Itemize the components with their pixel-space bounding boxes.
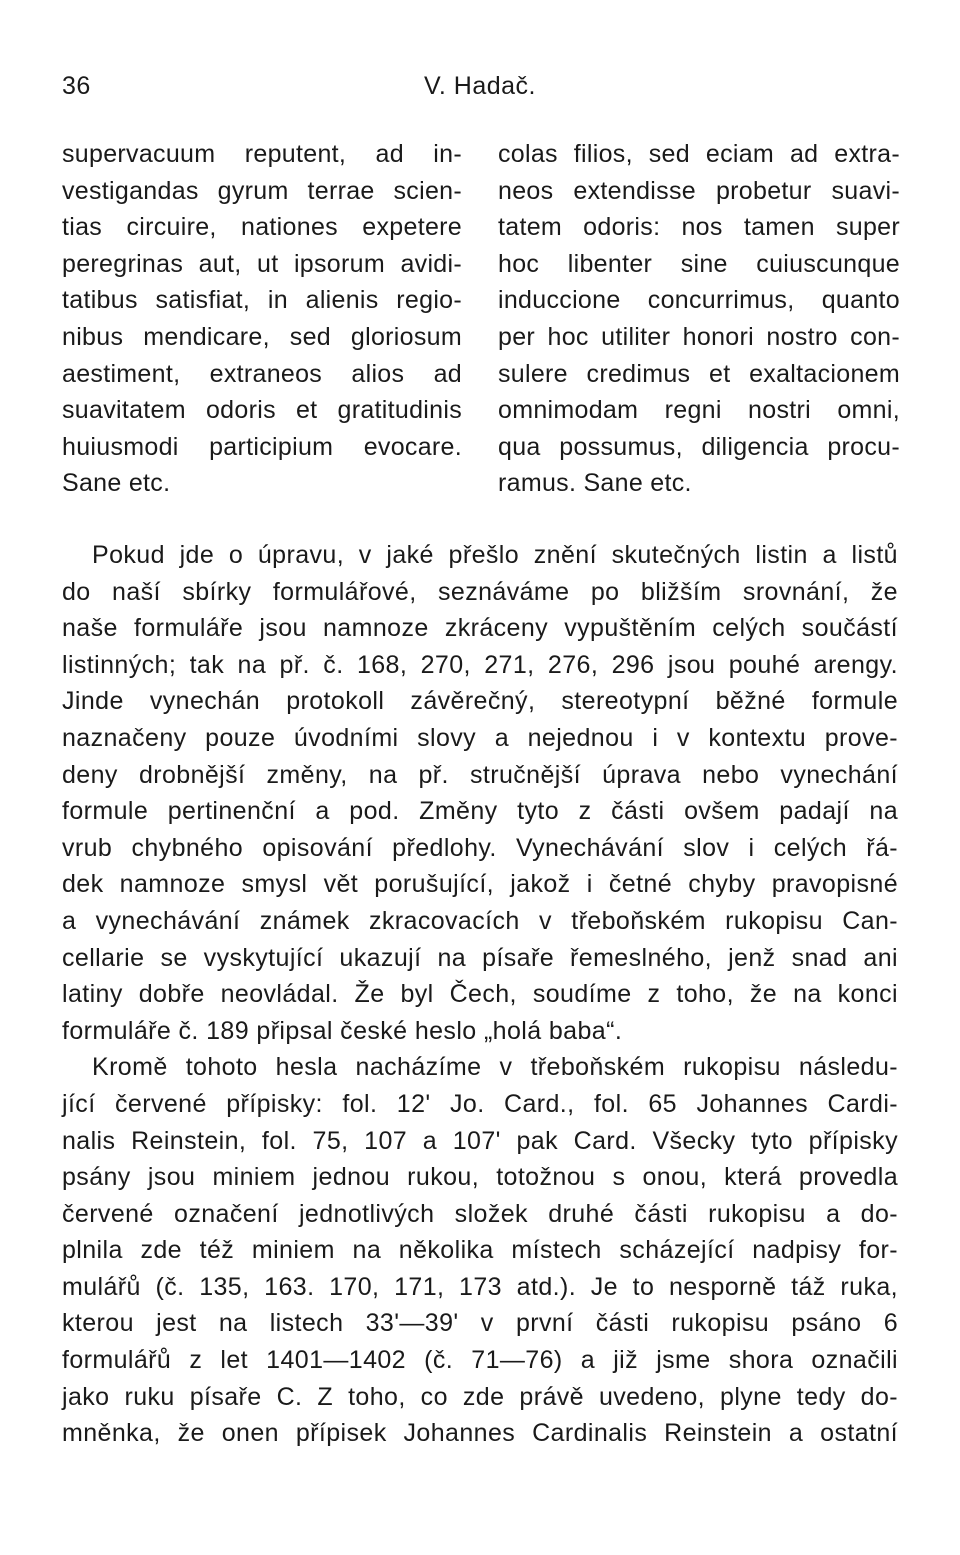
text-line: colas filios, sed eciam ad extra-	[498, 140, 900, 168]
latin-text-left-column	[62, 136, 462, 502]
text-line: nibus mendicare, sed gloriosum	[62, 322, 462, 351]
text-line: ramus. Sane etc.	[498, 469, 692, 498]
text-line: jící červené přípisky: fol. 12' Jo. Card., fol. 65 Johannes Cardi-	[62, 1089, 898, 1118]
text-line: qua possumus, diligencia procu-	[498, 432, 900, 461]
text-line: jako ruku písaře C. Z toho, co zde právě uvedeno, plyne tedy do-	[62, 1382, 898, 1411]
text-line: kterou jest na listech 33'—39' v první části rukopisu psáno 6	[62, 1309, 898, 1338]
text-line: suavitatem odoris et gratitudinis	[62, 396, 462, 425]
text-line: mulářů (č. 135, 163. 170, 171, 173 atd.). Je to nesporně táž ruka,	[62, 1272, 898, 1301]
text-line: mněnka, že onen přípisek Johannes Cardinalis Reinstein a ostatní	[62, 1419, 898, 1448]
text-line: Sane etc.	[62, 469, 171, 498]
text-line: formulářů z let 1401—1402 (č. 71—76) a již jsme shora označili	[62, 1346, 898, 1375]
text-line: aestiment, extraneos alios ad	[62, 359, 462, 388]
text-line: cellarie se vyskytující ukazují na písaře řemeslného, jenž snad ani	[62, 943, 898, 972]
text-line: tatem odoris: nos tamen super	[498, 213, 900, 242]
text-line: peregrinas aut, ut ipsorum avidi-	[62, 249, 462, 278]
text-line: formuláře č. 189 připsal české heslo „holá baba“.	[62, 1016, 623, 1045]
text-line: formule pertinenční a pod. Změny tyto z části ovšem padají na	[62, 797, 898, 826]
text-line: sulere credimus et exaltacionem	[498, 359, 900, 388]
text-line: tias circuire, nationes expetere	[62, 213, 462, 242]
text-line: omnimodam regni nostri omni,	[498, 396, 900, 425]
text-line: naše formuláře jsou namnoze zkráceny vypuštěním celých součástí	[62, 614, 898, 643]
text-line: per hoc utiliter honori nostro con-	[498, 322, 900, 351]
text-line: vrub chybného opisování předlohy. Vynechávání slov i celých řá-	[62, 833, 898, 862]
text-line: listinných; tak na př. č. 168, 270, 271, 276, 296 jsou pouhé arengy.	[62, 650, 898, 679]
text-line: a vynechávání známek zkracovacích v třeboňském rukopisu Can-	[62, 906, 898, 935]
text-line: nalis Reinstein, fol. 75, 107 a 107' pak Card. Všecky tyto přípisky	[62, 1126, 898, 1155]
text-line: deny drobnější změny, na př. stručnější úprava nebo vynechání	[62, 760, 898, 789]
paragraph-first-line: Kromě tohoto hesla nacházíme v třeboňském rukopisu následu-	[92, 1053, 898, 1082]
text-line: vestigandas gyrum terrae scien-	[62, 176, 462, 205]
text-line: latiny dobře neovládal. Že byl Čech, soudíme z toho, že na konci	[62, 980, 898, 1009]
text-line: induccione concurrimus, quanto	[498, 286, 900, 315]
text-line: dek namnoze smysl vět porušující, jakož i četné chyby pravopisné	[62, 870, 898, 899]
text-line: červené označení jednotlivých složek druhé části rukopisu a do-	[62, 1199, 898, 1228]
czech-body-text	[62, 537, 898, 1452]
text-line: naznačeny pouze úvodními slovy a nejednou i v kontextu prove-	[62, 723, 898, 752]
running-title: V. Hadač.	[424, 72, 536, 100]
text-line: plnila zde též miniem na několika místech scházející nadpisy for-	[62, 1236, 898, 1265]
page-header	[62, 72, 898, 112]
latin-text-right-column	[498, 136, 900, 502]
text-line: Jinde vynechán protokoll závěrečný, stereotypní běžné formule	[62, 687, 898, 716]
text-line: psány jsou miniem jednou rukou, totožnou s onou, která provedla	[62, 1163, 898, 1192]
page-number: 36	[62, 72, 91, 100]
text-line: neos extendisse probetur suavi-	[498, 176, 900, 205]
text-line: tatibus satisfiat, in alienis regio-	[62, 286, 462, 315]
text-line: supervacuum reputent, ad in-	[62, 140, 462, 168]
text-line: do naší sbírky formulářové, seznáváme po bližším srovnání, že	[62, 577, 898, 606]
text-line: huiusmodi participium evocare.	[62, 432, 462, 461]
text-line: hoc libenter sine cuiuscunque	[498, 249, 900, 278]
paragraph-first-line: Pokud jde o úpravu, v jaké přešlo znění skutečných listin a listů	[92, 541, 898, 569]
